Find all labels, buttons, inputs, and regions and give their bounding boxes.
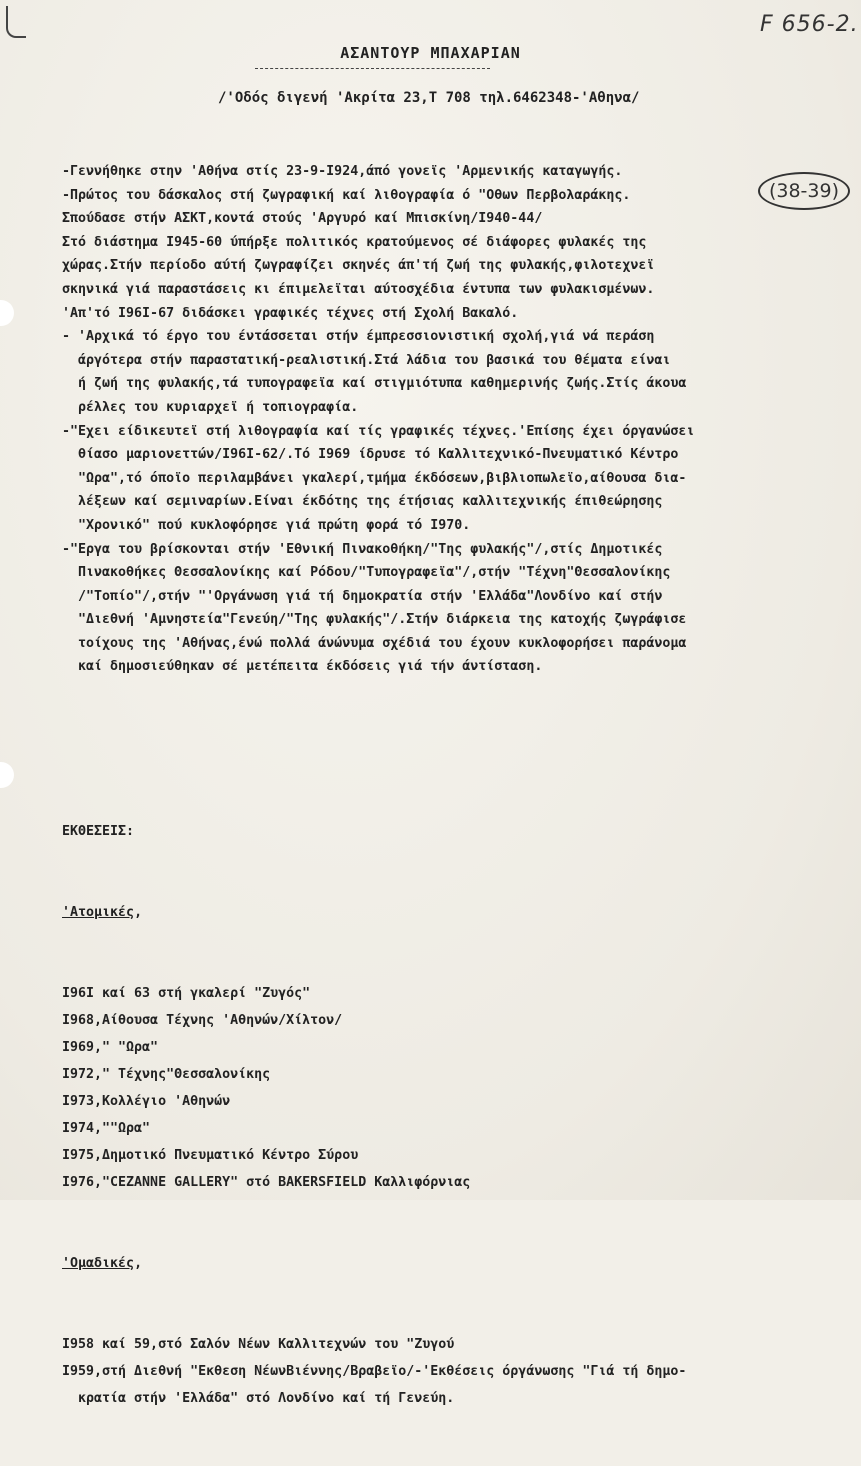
bio-line: Στό διάστημα Ι945-60 ύπήρξε πολιτικός κρατούμενος σέ διάφορες φυλακές της (62, 234, 647, 250)
solo-exhibition-item: Ι972," Τέχνης"Θεσσαλονίκης (62, 1067, 271, 1082)
solo-exhibition-item: Ι968,Αίθουσα Τέχνης 'Αθηνών/Χίλτον/ (62, 1013, 343, 1028)
bio-line: ρέλλες του κυριαρχεϊ ή τοπιογραφία. (62, 399, 359, 415)
solo-exhibition-item: Ι976,"CEZANNE GALLERY" στό BAKERSFIELD Καλλιφόρνιας (62, 1175, 471, 1190)
solo-heading: 'Ατομικές (62, 905, 135, 920)
bio-line: - 'Αρχικά τό έργο του έντάσσεται στήν έμπρεσσιονιστική σχολή,γιά νά περάση (62, 329, 655, 345)
bio-line: -Πρώτος του δάσκαλος στή ζωγραφική καί λιθογραφία ό "Οθων Περβολαράκης. (62, 187, 631, 203)
bio-line: /"Τοπίο"/,στήν "'Οργάνωση γιά τή δημοκρατία στήν 'Ελλάδα"Λονδίνο καί στήν (62, 588, 663, 604)
bio-line: 'Απ'τό Ι96Ι-67 διδάσκει γραφικές τέχνες στή Σχολή Βακαλό. (62, 305, 519, 321)
group-heading: 'Ομαδικές (62, 1256, 135, 1271)
solo-exhibition-item: Ι969," "Ωρα" (62, 1040, 159, 1055)
bio-line: άργότερα στήν παραστατική-ρεαλιστική.Στά λάδια του βασικά του θέματα είναι (62, 352, 671, 368)
solo-exhibition-item: Ι974,""Ωρα" (62, 1121, 151, 1136)
document-title: ΑΣΑΝΤΟΥΡ ΜΠΑΧΑΡΙΑΝ (340, 44, 521, 62)
archive-reference: F 656-2. (760, 12, 859, 37)
bio-line: "Ωρα",τό όποϊο περιλαμβάνει γκαλερί,τμήμα έκδόσεων,βιβλιοπωλεϊο,αίθουσα δια- (62, 470, 687, 486)
bio-line: -"Εχει είδικευτεϊ στή λιθογραφία καί τίς γραφικές τέχνες.'Επίσης έχει όργανώσει (62, 423, 695, 439)
group-list (62, 1331, 852, 1412)
bio-line: λέξεων καί σεμιναρίων.Είναι έκδότης της έτήσιας καλλιτεχνικής έπιθεώρησης (62, 494, 663, 510)
solo-exhibition-item: Ι973,Κολλέγιο 'Αθηνών (62, 1094, 231, 1109)
exhibitions-heading: ΕΚΘΕΣΕΙΣ: (62, 824, 135, 839)
bio-line: -"Εργα του βρίσκονται στήν 'Εθνική Πινακοθήκη/"Της φυλακής"/,στίς Δημοτικές (62, 541, 663, 557)
solo-list (62, 980, 852, 1196)
group-exhibition-item: Ι958 καί 59,στό Σαλόν Νέων Καλλιτεχνών του "Ζυγού (62, 1337, 455, 1352)
exhibitions-section: ΕΚΘΕΣΕΙΣ: 'Ατομικές, Ι96Ι καί 63 στή γκαλερί "Ζυγός" Ι968,Αίθουσα Τέχνης 'Αθηνών/Χίλτον/ Ι969," "Ωρα" Ι972," Τέχνης"Θεσσαλονίκης Ι973,Κολλέγιο 'Αθηνών Ι974,""Ωρα" Ι975,Δημοτικό Πνευματικό Κέντρο Σύρου Ι976,"CEZANNE GALLERY" στό BAKERSFIELD Καλλιφόρνιας 'Ομαδικές, Ι958 καί 59,στό Σαλόν Νέων Καλλιτεχνών του "Ζυγού Ι959,στή Διεθνή "Εκθεση ΝέωνΒιέννης/Βραβεϊο/-'Εκθέσεις όργάνωσης "Γιά τή δημο- κρατία στήν 'Ελλάδα" στό Λονδίνο καί τή Γενεύη. (62, 764, 852, 1466)
margin-pen-mark (6, 6, 26, 38)
bio-line: -Γεννήθηκε στην 'Αθήνα στίς 23-9-Ι924,άπό γονεϊς 'Αρμενικής καταγωγής. (62, 164, 623, 179)
bio-line: ή ζωή της φυλακής,τά τυπογραφεϊα καί στιγμιότυπα καθημερινής ζωής.Στίς άκουα (62, 376, 687, 392)
circled-page-numbers: (38-39) (758, 172, 850, 210)
biography-text (62, 160, 852, 679)
bio-line: χώρας.Στήν περίοδο αύτή ζωγραφίζει σκηνές άπ'τή ζωή της φυλακής,φιλοτεχνεϊ (62, 258, 655, 274)
bio-line: καί δημοσιεύθηκαν σέ μετέπειτα έκδόσεις γιά τήν άντίσταση. (62, 659, 543, 675)
bio-line: σκηνικά γιά παραστάσεις κι έπιμελεϊται αύτοσχέδια έντυπα των φυλακισμένων. (62, 281, 655, 297)
title-underline (255, 68, 490, 69)
group-exhibition-item: κρατία στήν 'Ελλάδα" στό Λονδίνο καί τή Γενεύη. (62, 1391, 455, 1406)
bio-line: τοίχους της 'Αθήνας,ένώ πολλά άνώνυμα σχέδιά του έχουν κυκλοφορήσει παράνομα (62, 635, 687, 651)
address-line: /'Οδός διγενή 'Ακρίτα 23,Τ 708 τηλ.6462348-'Αθηνα/ (218, 90, 640, 106)
bio-line: θίασο μαριονεττών/Ι96Ι-62/.Τό Ι969 ίδρυσε τό Καλλιτεχνικό-Πνευματικό Κέντρο (62, 447, 679, 463)
bio-line: "Διεθνή 'Αμνηστεία"Γενεύη/"Της φυλακής"/.Στήν διάρκεια της κατοχής ζωγράφισε (62, 612, 687, 628)
solo-exhibition-item: Ι96Ι καί 63 στή γκαλερί "Ζυγός" (62, 986, 311, 1001)
group-exhibition-item: Ι959,στή Διεθνή "Εκθεση ΝέωνΒιέννης/Βραβεϊο/-'Εκθέσεις όργάνωσης "Γιά τή δημο- (62, 1364, 687, 1379)
bio-line: Πινακοθήκες Θεσσαλονίκης καί Ρόδου/"Τυπογραφεϊα"/,στήν "Τέχνη"Θεσσαλονίκης (62, 565, 671, 581)
punch-hole (0, 300, 14, 326)
solo-exhibition-item: Ι975,Δημοτικό Πνευματικό Κέντρο Σύρου (62, 1148, 359, 1163)
bio-line: "Χρονικό" πού κυκλοφόρησε γιά πρώτη φορά τό Ι970. (62, 517, 471, 533)
punch-hole (0, 762, 14, 788)
bio-line: Σπούδασε στήν ΑΣΚΤ,κοντά στούς 'Αργυρό καί Μπισκίνη/Ι940-44/ (62, 211, 543, 227)
